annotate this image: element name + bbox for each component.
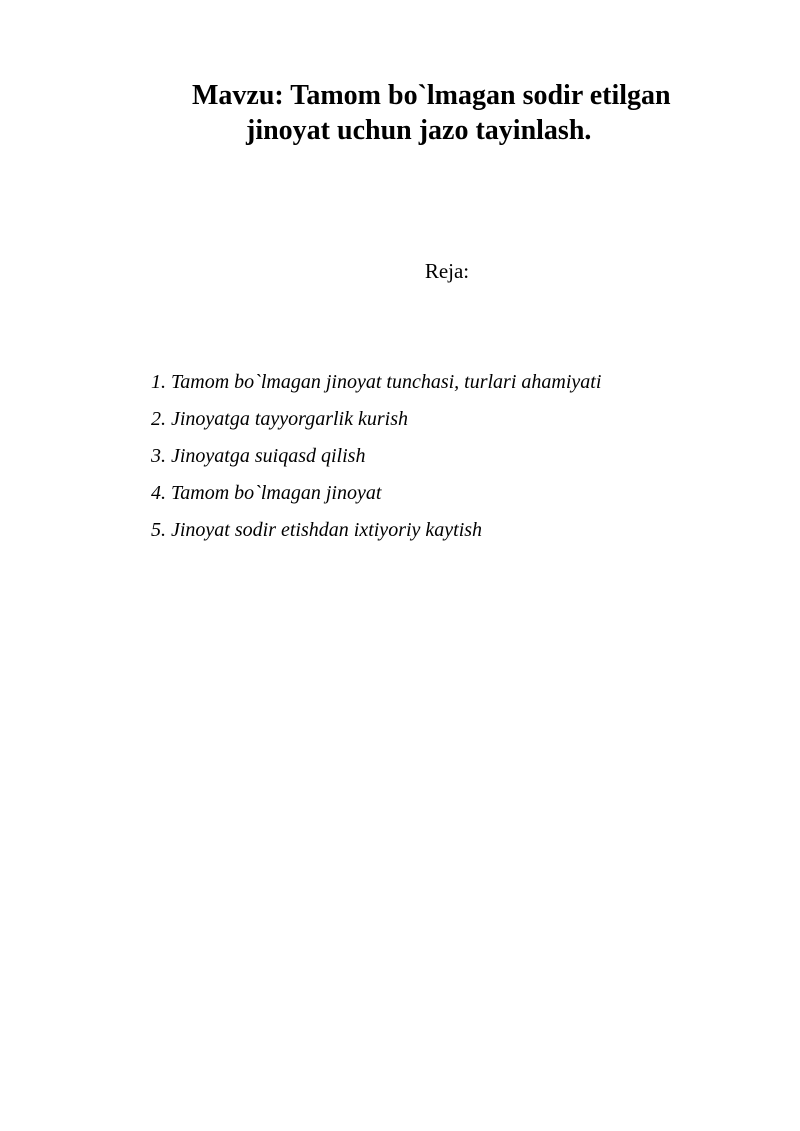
plan-item: 4. Tamom bo`lmagan jinoyat [151, 482, 382, 504]
plan-list [151, 369, 601, 554]
plan-item: 5. Jinoyat sodir etishdan ixtiyoriy kaytish [151, 519, 483, 541]
plan-item: 1. Tamom bo`lmagan jinoyat tunchasi, turlari ahamiyati [151, 371, 602, 393]
plan-heading: Reja: [424, 259, 470, 283]
title-line-2: jinoyat uchun jazo tayinlash. [246, 115, 592, 146]
title-line-1: Mavzu: Tamom bo`lmagan sodir etilgan [192, 80, 671, 111]
document-title [0, 78, 800, 148]
plan-item: 2. Jinoyatga tayyorgarlik kurish [151, 408, 408, 430]
plan-item: 3. Jinoyatga suiqasd qilish [151, 445, 366, 467]
